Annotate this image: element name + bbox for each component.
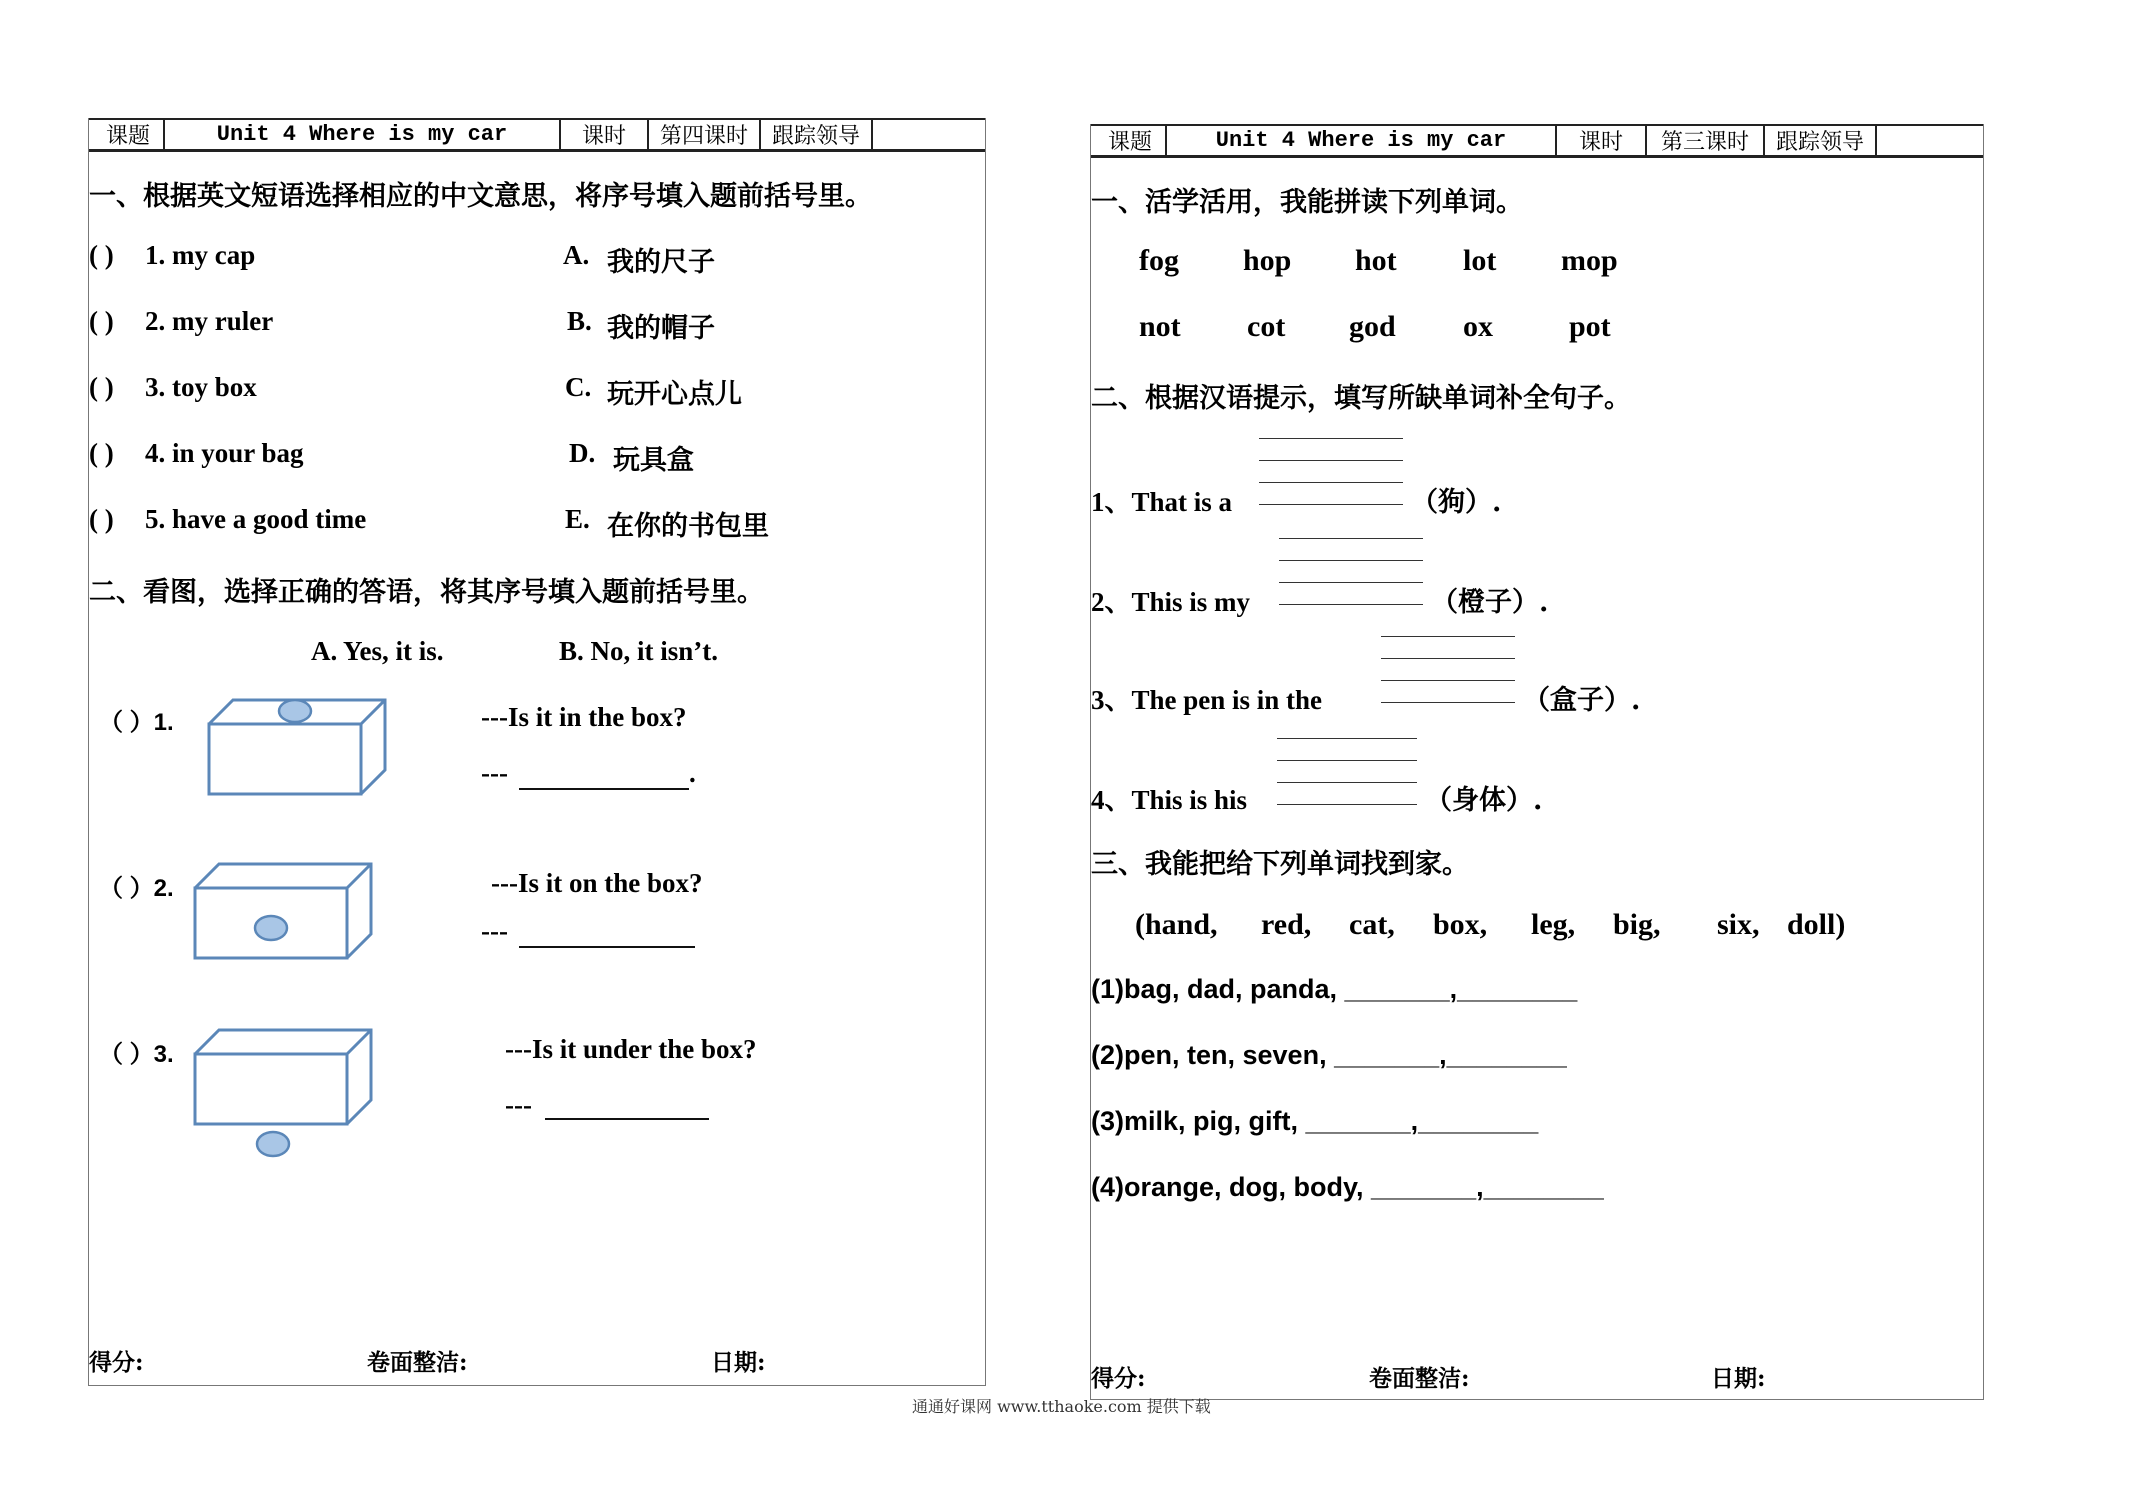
box-ball-under-picture [193, 1028, 373, 1164]
picture-item-label[interactable]: （ ）2. [99, 875, 174, 902]
word-group-line[interactable]: (2)pen, ten, seven, _______,________ [1091, 1040, 1567, 1070]
phonics-word: cot [1247, 310, 1286, 343]
picture-item-label[interactable]: （ ）3. [99, 1041, 174, 1068]
box-ball-on-picture [193, 862, 373, 962]
phonics-word: pot [1569, 310, 1611, 343]
phonics-word: mop [1561, 244, 1618, 277]
answer-option-b: B. No, it isn’t. [559, 636, 719, 666]
picture-question: ---Is it on the box? [491, 868, 703, 898]
word-group-line[interactable]: (3)milk, pig, gift, _______,________ [1091, 1106, 1539, 1136]
phonics-word: fog [1139, 244, 1179, 277]
left-section2-title: 二、看图，选择正确的答语，将其序号填入题前括号里。 [89, 577, 764, 608]
picture-question: ---Is it in the box? [481, 702, 687, 732]
phonics-word: god [1349, 310, 1396, 343]
box-ball-in-picture [207, 698, 387, 798]
left-header-unit-title: Unit 4 Where is my car [165, 120, 561, 149]
right-header-tracking-label: 跟踪领导 [1765, 126, 1877, 155]
chinese-hint: （盒子）. [1523, 685, 1641, 716]
left-header-table [89, 118, 985, 152]
match-letter: D. [569, 438, 596, 468]
right-footer-score: 得分: [1091, 1365, 1146, 1392]
word-group-line[interactable]: (1)bag, dad, panda, _______,________ [1091, 974, 1578, 1004]
right-header-table [1091, 124, 1983, 158]
left-footer-neatness: 卷面整洁: [367, 1349, 468, 1376]
answer-prefix: --- [481, 758, 508, 788]
right-footer-neatness: 卷面整洁: [1369, 1365, 1470, 1392]
left-header-period-label: 课时 [561, 120, 649, 149]
answer-prefix: --- [481, 916, 508, 946]
left-worksheet [88, 118, 986, 1386]
match-chinese: 我的帽子 [607, 313, 715, 344]
chinese-hint: （橙子）. [1431, 587, 1549, 618]
word-bank-word: red, [1261, 908, 1312, 941]
chinese-hint: （身体）. [1425, 785, 1543, 816]
right-header-unit-title: Unit 4 Where is my car [1167, 126, 1557, 155]
phonics-word: not [1139, 310, 1181, 343]
word-bank-word: leg, [1531, 908, 1576, 941]
match-english: 2. my ruler [145, 306, 274, 336]
word-bank-word: box, [1433, 908, 1488, 941]
phonics-word: hot [1355, 244, 1397, 277]
match-chinese: 玩开心点儿 [607, 379, 742, 410]
picture-question: ---Is it under the box? [505, 1034, 757, 1064]
right-section2-title: 二、根据汉语提示，填写所缺单词补全句子。 [1091, 383, 1631, 414]
match-english: 1. my cap [145, 240, 256, 270]
right-footer-date: 日期: [1711, 1365, 1766, 1392]
word-bank-word: (hand, [1135, 908, 1218, 941]
match-paren[interactable]: ( ) [89, 240, 114, 270]
right-header-topic-label: 课题 [1095, 126, 1167, 155]
match-chinese: 我的尺子 [607, 247, 715, 278]
match-letter: C. [565, 372, 592, 402]
answer-blank-line[interactable] [519, 788, 689, 790]
match-english: 4. in your bag [145, 438, 304, 468]
site-credit: 通通好课网 www.tthaoke.com 提供下载 [912, 1397, 1211, 1416]
match-paren[interactable]: ( ) [89, 372, 114, 402]
fill-sentence: 1、That is a [1091, 487, 1233, 517]
match-letter: A. [563, 240, 590, 270]
word-bank-word: big, [1613, 908, 1661, 941]
match-letter: E. [565, 504, 590, 534]
answer-blank-line[interactable] [519, 946, 695, 948]
word-group-line[interactable]: (4)orange, dog, body, _______,________ [1091, 1172, 1604, 1202]
left-header-topic-label: 课题 [93, 120, 165, 149]
fill-sentence: 3、The pen is in the [1091, 685, 1323, 715]
match-chinese: 在你的书包里 [607, 511, 769, 542]
word-bank-word: six, [1717, 908, 1760, 941]
phonics-word: ox [1463, 310, 1493, 343]
match-chinese: 玩具盒 [613, 445, 694, 476]
fill-sentence: 4、This is his [1091, 785, 1248, 815]
answer-end-mark: . [689, 758, 696, 788]
match-paren[interactable]: ( ) [89, 438, 114, 468]
match-letter: B. [567, 306, 592, 336]
left-section1-title: 一、根据英文短语选择相应的中文意思，将序号填入题前括号里。 [89, 181, 872, 212]
right-section3-title: 三、我能把给下列单词找到家。 [1091, 849, 1469, 880]
word-bank-word: cat, [1349, 908, 1395, 941]
word-bank-word: doll) [1787, 908, 1846, 941]
answer-blank-line[interactable] [545, 1118, 709, 1120]
right-worksheet [1090, 124, 1984, 1400]
match-english: 5. have a good time [145, 504, 367, 534]
match-paren[interactable]: ( ) [89, 306, 114, 336]
answer-option-a: A. Yes, it is. [311, 636, 444, 666]
match-paren[interactable]: ( ) [89, 504, 114, 534]
fill-sentence: 2、This is my [1091, 587, 1251, 617]
left-footer-date: 日期: [711, 1349, 766, 1376]
left-footer-score: 得分: [89, 1349, 144, 1376]
right-header-period-label: 课时 [1557, 126, 1647, 155]
phonics-word: hop [1243, 244, 1292, 277]
match-english: 3. toy box [145, 372, 257, 402]
chinese-hint: （狗）. [1411, 487, 1502, 518]
phonics-word: lot [1463, 244, 1497, 277]
left-header-tracking-label: 跟踪领导 [761, 120, 873, 149]
answer-prefix: --- [505, 1090, 532, 1120]
right-section1-title: 一、活学活用，我能拼读下列单词。 [1091, 187, 1523, 218]
picture-item-label[interactable]: （ ）1. [99, 709, 174, 736]
right-header-period-value: 第三课时 [1647, 126, 1765, 155]
left-header-period-value: 第四课时 [649, 120, 761, 149]
